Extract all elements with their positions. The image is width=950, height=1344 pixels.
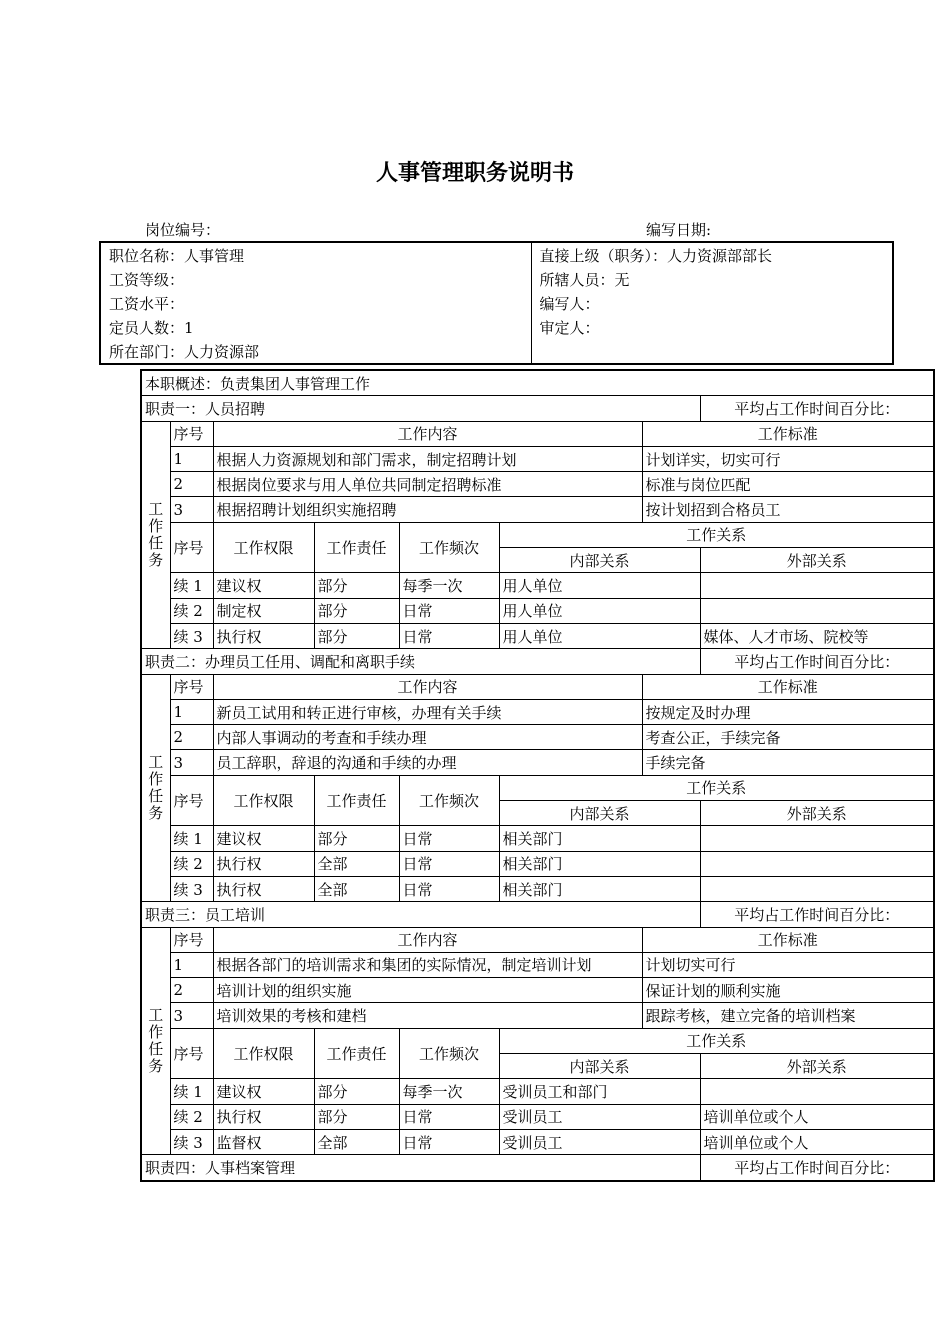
- internal-header: 内部关系: [499, 548, 700, 573]
- frequency-header: 工作频次: [399, 1028, 499, 1079]
- position-info-table: [99, 241, 894, 365]
- approver: 审定人：: [531, 315, 893, 339]
- external-header: 外部关系: [700, 548, 934, 573]
- internal-header: 内部关系: [499, 801, 700, 826]
- standard-header: 工作标准: [642, 421, 934, 446]
- task-standard: 按规定及时办理: [642, 699, 934, 724]
- row-frequency: 日常: [399, 851, 499, 876]
- duty-title: 职责三：员工培训: [141, 902, 700, 927]
- write-date-label: 编写日期:: [646, 221, 712, 239]
- task-no: 2: [170, 472, 213, 497]
- seq-header: 序号: [170, 421, 213, 446]
- authority-header: 工作权限: [213, 522, 314, 573]
- seq-header: 序号: [170, 927, 213, 952]
- duty-title: 职责四：人事档案管理: [141, 1155, 700, 1181]
- duties-table: [140, 369, 935, 1182]
- seq-header: 序号: [170, 775, 213, 826]
- task-standard: 跟踪考核，建立完备的培训档案: [642, 1003, 934, 1028]
- row-authority: 监督权: [213, 1129, 314, 1154]
- duty-title: 职责二：办理员工任用、调配和离职手续: [141, 649, 700, 674]
- row-internal: 用人单位: [499, 598, 700, 623]
- responsibility-header: 工作责任: [314, 522, 399, 573]
- row-internal: 受训员工: [499, 1104, 700, 1129]
- headcount: 定员人数：1: [109, 318, 194, 337]
- task-vertical-label: 工 作 任 务: [141, 674, 170, 902]
- row-internal: 相关部门: [499, 876, 700, 901]
- task-content: 根据岗位要求与用人单位共同制定招聘标准: [213, 472, 642, 497]
- salary-grade: 工资等级：: [109, 270, 185, 289]
- row-no: 续 1: [170, 573, 213, 598]
- row-authority: 建议权: [213, 573, 314, 598]
- row-internal: 相关部门: [499, 851, 700, 876]
- task-vertical-label: 工 作 任 务: [141, 421, 170, 649]
- time-percent-label: 平均占工作时间百分比：: [700, 902, 934, 927]
- row-authority: 执行权: [213, 623, 314, 648]
- task-no: 1: [170, 699, 213, 724]
- row-responsibility: 部分: [314, 1104, 399, 1129]
- external-header: 外部关系: [700, 801, 934, 826]
- task-standard: 标准与岗位匹配: [642, 472, 934, 497]
- responsibility-header: 工作责任: [314, 775, 399, 826]
- row-responsibility: 部分: [314, 598, 399, 623]
- department: 所在部门：人力资源部: [109, 342, 260, 361]
- task-content: 内部人事调动的考查和手续办理: [213, 725, 642, 750]
- task-standard: 考查公正，手续完备: [642, 725, 934, 750]
- content-header: 工作内容: [213, 421, 642, 446]
- row-responsibility: 全部: [314, 876, 399, 901]
- row-no: 续 3: [170, 623, 213, 648]
- content-header: 工作内容: [213, 674, 642, 699]
- time-percent-label: 平均占工作时间百分比：: [700, 649, 934, 674]
- row-external: [700, 1079, 934, 1104]
- task-content: 培训计划的组织实施: [213, 978, 642, 1003]
- authority-header: 工作权限: [213, 1028, 314, 1079]
- position-number-label: 岗位编号：: [145, 221, 221, 239]
- responsibility-header: 工作责任: [314, 1028, 399, 1079]
- row-no: 续 1: [170, 1079, 213, 1104]
- row-external: 培训单位或个人: [700, 1129, 934, 1154]
- time-percent-label: 平均占工作时间百分比：: [700, 1155, 934, 1181]
- row-no: 续 2: [170, 1104, 213, 1129]
- row-responsibility: 部分: [314, 1079, 399, 1104]
- row-authority: 建议权: [213, 1079, 314, 1104]
- row-frequency: 日常: [399, 623, 499, 648]
- frequency-header: 工作频次: [399, 522, 499, 573]
- row-no: 续 2: [170, 851, 213, 876]
- row-frequency: 每季一次: [399, 1079, 499, 1104]
- row-external: [700, 573, 934, 598]
- row-responsibility: 部分: [314, 573, 399, 598]
- salary-level: 工资水平：: [109, 294, 185, 313]
- row-internal: 受训员工和部门: [499, 1079, 700, 1104]
- task-content: 新员工试用和转正进行审核，办理有关手续: [213, 699, 642, 724]
- info-blank: [531, 339, 893, 364]
- task-no: 2: [170, 725, 213, 750]
- task-standard: 按计划招到合格员工: [642, 497, 934, 522]
- external-header: 外部关系: [700, 1054, 934, 1079]
- task-standard: 手续完备: [642, 750, 934, 775]
- row-responsibility: 部分: [314, 623, 399, 648]
- row-no: 续 1: [170, 826, 213, 851]
- seq-header: 序号: [170, 674, 213, 699]
- row-authority: 执行权: [213, 1104, 314, 1129]
- row-frequency: 日常: [399, 1129, 499, 1154]
- summary: 本职概述：负责集团人事管理工作: [141, 370, 934, 396]
- row-authority: 建议权: [213, 826, 314, 851]
- direct-superior: 直接上级（职务）：人力资源部部长: [531, 242, 893, 267]
- seq-header: 序号: [170, 1028, 213, 1079]
- relations-header: 工作关系: [499, 522, 934, 547]
- row-frequency: 日常: [399, 598, 499, 623]
- task-content: 培训效果的考核和建档: [213, 1003, 642, 1028]
- task-content: 根据人力资源规划和部门需求，制定招聘计划: [213, 446, 642, 471]
- task-no: 3: [170, 1003, 213, 1028]
- row-internal: 用人单位: [499, 573, 700, 598]
- position-name: 职位名称：人事管理: [109, 246, 245, 265]
- row-external: 培训单位或个人: [700, 1104, 934, 1129]
- task-content: 根据各部门的培训需求和集团的实际情况，制定培训计划: [213, 952, 642, 977]
- frequency-header: 工作频次: [399, 775, 499, 826]
- row-authority: 执行权: [213, 851, 314, 876]
- row-internal: 相关部门: [499, 826, 700, 851]
- row-external: 媒体、人才市场、院校等: [700, 623, 934, 648]
- writer: 编写人：: [531, 291, 893, 315]
- standard-header: 工作标准: [642, 927, 934, 952]
- row-frequency: 每季一次: [399, 573, 499, 598]
- task-vertical-label: 工 作 任 务: [141, 927, 170, 1155]
- time-percent-label: 平均占工作时间百分比：: [700, 396, 934, 421]
- subordinates: 所辖人员：无: [531, 267, 893, 291]
- content-header: 工作内容: [213, 927, 642, 952]
- relations-header: 工作关系: [499, 1028, 934, 1053]
- row-responsibility: 全部: [314, 1129, 399, 1154]
- task-content: 根据招聘计划组织实施招聘: [213, 497, 642, 522]
- row-authority: 制定权: [213, 598, 314, 623]
- row-frequency: 日常: [399, 1104, 499, 1129]
- task-standard: 保证计划的顺利实施: [642, 978, 934, 1003]
- authority-header: 工作权限: [213, 775, 314, 826]
- row-internal: 受训员工: [499, 1129, 700, 1154]
- task-no: 1: [170, 952, 213, 977]
- task-no: 3: [170, 497, 213, 522]
- page-title: 人事管理职务说明书: [375, 161, 574, 186]
- row-responsibility: 全部: [314, 851, 399, 876]
- row-responsibility: 部分: [314, 826, 399, 851]
- row-no: 续 3: [170, 876, 213, 901]
- task-standard: 计划切实可行: [642, 952, 934, 977]
- task-content: 员工辞职，辞退的沟通和手续的办理: [213, 750, 642, 775]
- seq-header: 序号: [170, 522, 213, 573]
- task-no: 2: [170, 978, 213, 1003]
- row-no: 续 2: [170, 598, 213, 623]
- row-internal: 用人单位: [499, 623, 700, 648]
- duty-title: 职责一：人员招聘: [141, 396, 700, 421]
- row-external: [700, 826, 934, 851]
- task-no: 3: [170, 750, 213, 775]
- row-external: [700, 851, 934, 876]
- row-frequency: 日常: [399, 876, 499, 901]
- row-frequency: 日常: [399, 826, 499, 851]
- task-no: 1: [170, 446, 213, 471]
- row-external: [700, 598, 934, 623]
- row-external: [700, 876, 934, 901]
- internal-header: 内部关系: [499, 1054, 700, 1079]
- relations-header: 工作关系: [499, 775, 934, 800]
- row-no: 续 3: [170, 1129, 213, 1154]
- standard-header: 工作标准: [642, 674, 934, 699]
- task-standard: 计划详实，切实可行: [642, 446, 934, 471]
- row-authority: 执行权: [213, 876, 314, 901]
